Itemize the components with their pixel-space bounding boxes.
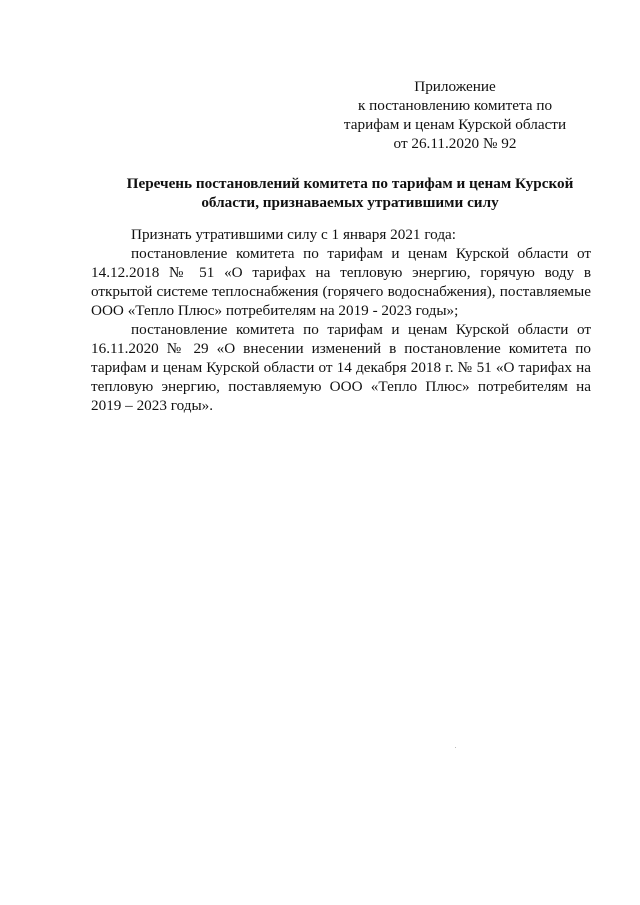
title-line-1: Перечень постановлений комитета по тарифам и ценам Курской (126, 175, 574, 192)
appendix-line-4: от 26.11.2020 № 92 (393, 135, 517, 152)
document-body (91, 225, 591, 415)
resolution-item-1: постановление комитета по тарифам и ценам Курской области от 14.12.2018 № 51 «О тарифах на тепловую энергию, горячую воду в открытой системе теплоснабжения (горячего водоснабжения), поставляемые ООО «Тепло Плюс» потребителям на 2019 - 2023 годы»; (91, 245, 591, 319)
appendix-line-1: Приложение (414, 78, 496, 95)
title-line-2: области, признаваемых утратившими силу (201, 194, 499, 211)
appendix-header (325, 77, 585, 153)
document-title (100, 174, 600, 212)
resolution-item-2: постановление комитета по тарифам и ценам Курской области от 16.11.2020 № 29 «О внесении изменений в постановление комитета по тарифам и ценам Курской области от 14 декабря 2018 г. № 51 «О тарифах на тепловую энергию, поставляемую ООО «Тепло Плюс» потребителям на 2019 – 2023 годы». (91, 321, 591, 414)
appendix-line-2: к постановлению комитета по (357, 97, 553, 114)
intro-paragraph: Признать утратившими силу с 1 января 2021 года: (131, 226, 457, 243)
scan-speck (455, 747, 456, 748)
appendix-line-3: тарифам и ценам Курской области (343, 116, 567, 133)
